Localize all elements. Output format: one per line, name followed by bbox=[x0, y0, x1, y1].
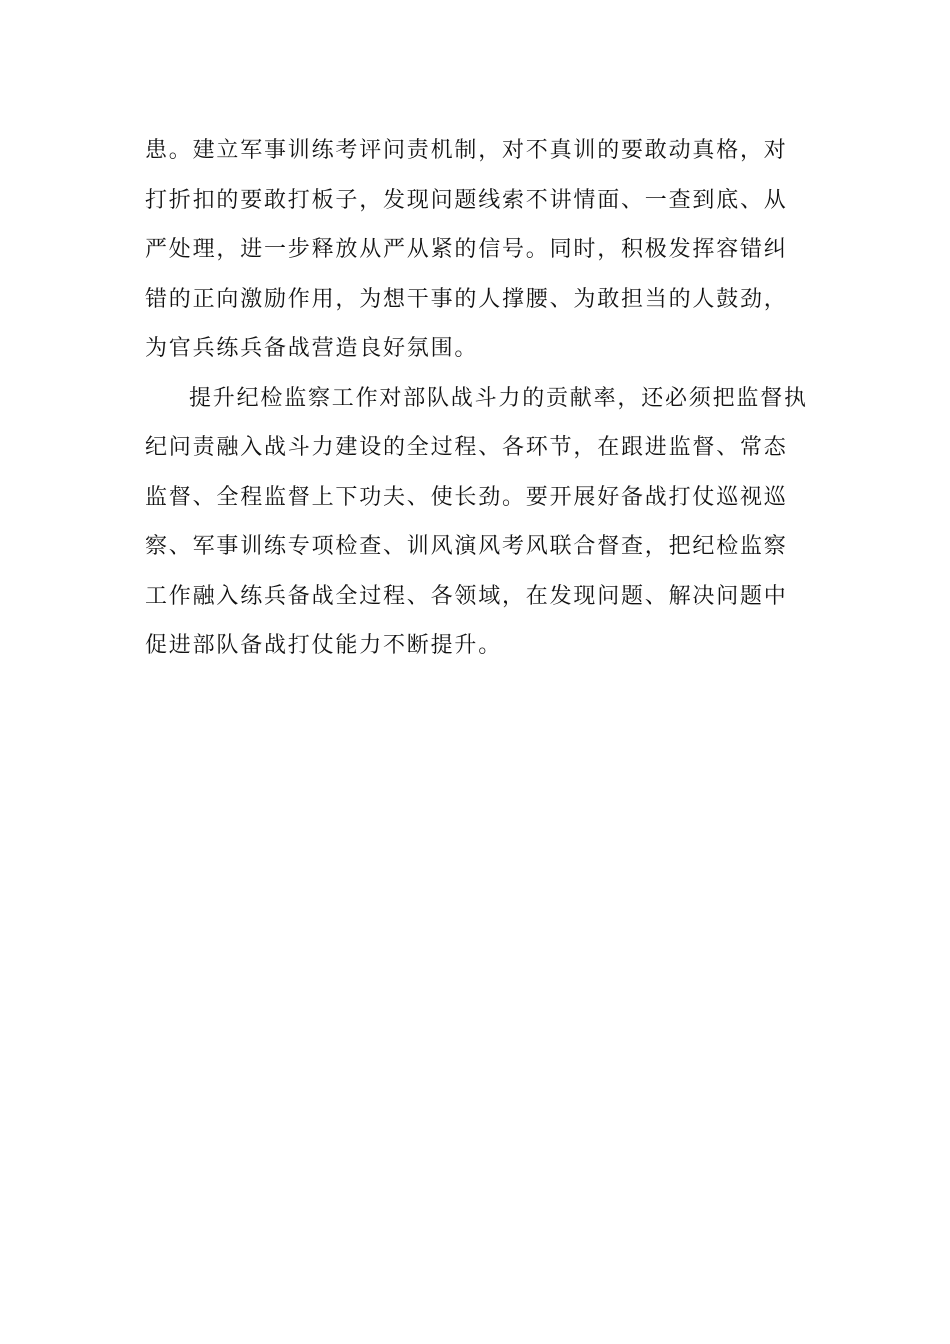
paragraph-continuation: 患。建立军事训练考评问责机制，对不真训的要敢动真格，对打折扣的要敢打板子，发现问题线索不讲情面、一查到底、从严处理，进一步释放从严从紧的信号。同时，积极发挥容错纠错的正向激励作用，为想干事的人撑腰、为敢担当的人鼓劲，为官兵练兵备战营造良好氛围。 bbox=[145, 138, 788, 361]
paragraph-supervision: 提升纪检监察工作对部队战斗力的贡献率，还必须把监督执纪问责融入战斗力建设的全过程、各环节，在跟进监督、常态监督、全程监督上下功夫、使长劲。要开展好备战打仗巡视巡察、军事训练专项检查、训风演风考风联合督查，把纪检监察工作融入练兵备战全过程、各领域，在发现问题、解决问题中促进部队备战打仗能力不断提升。 bbox=[145, 385, 808, 658]
document-body bbox=[145, 126, 810, 671]
